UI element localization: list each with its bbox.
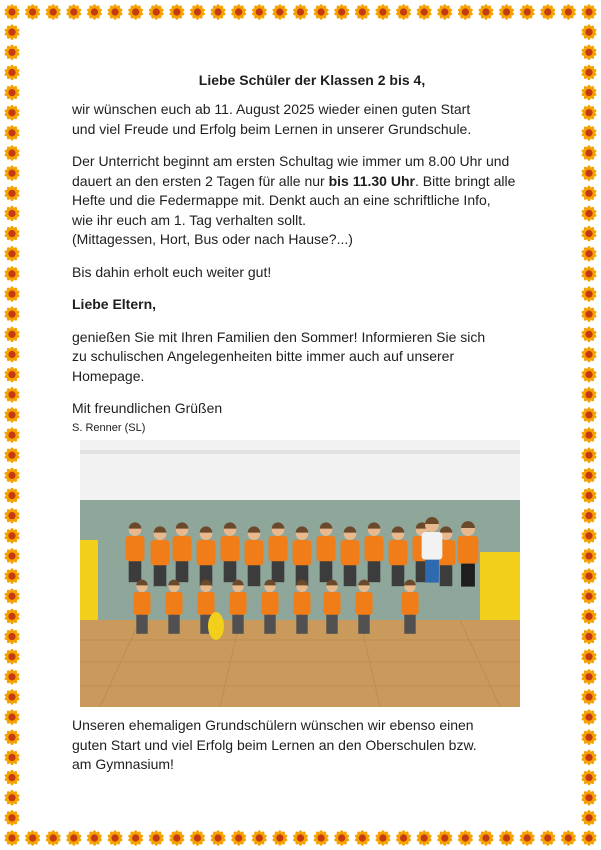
sunflower-icon [437, 4, 453, 20]
sunflower-icon [581, 830, 597, 846]
sunflower-icon [581, 689, 597, 705]
sunflower-icon [4, 387, 20, 403]
sunflower-icon [581, 669, 597, 685]
sunflower-icon [581, 145, 597, 161]
sunflower-icon [45, 830, 61, 846]
sunflower-icon [581, 790, 597, 806]
sunflower-icon [581, 427, 597, 443]
sunflower-icon [4, 568, 20, 584]
sunflower-icon [45, 4, 61, 20]
sunflower-icon [581, 588, 597, 604]
sunflower-icon [581, 44, 597, 60]
sunflower-icon [272, 830, 288, 846]
sunflower-icon [581, 729, 597, 745]
sunflower-icon [25, 4, 41, 20]
sunflower-icon [581, 24, 597, 40]
parents-line: genießen Sie mit Ihren Familien den Sommer! Informieren Sie sich [72, 328, 486, 345]
sunflower-icon [4, 165, 20, 181]
sunflower-icon [4, 246, 20, 262]
sunflower-icon [4, 689, 20, 705]
sunflower-icon [375, 4, 391, 20]
sunflower-icon [581, 407, 597, 423]
sunflower-icon [4, 407, 20, 423]
sunflower-icon [86, 830, 102, 846]
plush-toy [208, 612, 224, 640]
sunflower-icon [25, 830, 41, 846]
closing-line: Unseren ehemaligen Grundschülern wünschen wir ebenso einen [72, 717, 474, 733]
sunflower-icon [169, 830, 185, 846]
sunflower-icon [148, 830, 164, 846]
sunflower-icon [540, 830, 556, 846]
class-photo [80, 440, 520, 707]
sunflower-icon [313, 4, 329, 20]
sunflower-icon [4, 65, 20, 81]
sunflower-icon [457, 830, 473, 846]
sunflower-icon [581, 770, 597, 786]
heading-pupils: Liebe Schüler der Klassen 2 bis 4, [198, 72, 426, 88]
sunflower-icon [499, 830, 515, 846]
schedule-line: wie ihr euch am 1. Tag verhalten sollt. [72, 211, 306, 228]
sunflower-icon [375, 830, 391, 846]
sunflower-icon [478, 4, 494, 20]
sunflower-icon [354, 4, 370, 20]
sunflower-icon [581, 347, 597, 363]
sunflower-icon [581, 327, 597, 343]
sunflower-icon [4, 447, 20, 463]
sunflower-icon [581, 548, 597, 564]
sunflower-icon [4, 750, 20, 766]
sunflower-icon [251, 830, 267, 846]
sunflower-icon [107, 830, 123, 846]
sunflower-icon [4, 327, 20, 343]
sunflower-icon [581, 226, 597, 242]
sunflower-icon [4, 790, 20, 806]
sunflower-icon [581, 266, 597, 282]
sunflower-icon [581, 246, 597, 262]
sunflower-icon [396, 4, 412, 20]
sunflower-icon [86, 4, 102, 20]
sunflower-icon [4, 629, 20, 645]
sunflower-icon [292, 830, 308, 846]
sunflower-icon [519, 830, 535, 846]
schedule-text: . Bitte bringt alle [414, 172, 516, 189]
sunflower-icon [581, 629, 597, 645]
sunflower-icon [4, 347, 20, 363]
sunflower-icon [4, 266, 20, 282]
sunflower-icon [4, 609, 20, 625]
sunflower-icon [4, 226, 20, 242]
sunflower-icon [4, 468, 20, 484]
sunflower-icon [4, 588, 20, 604]
sunflower-icon [4, 770, 20, 786]
end-time-highlight: bis 11.30 Uhr [328, 172, 415, 189]
sunflower-icon [581, 508, 597, 524]
closing-line: am Gymnasium! [72, 756, 174, 772]
sunflower-icon [4, 709, 20, 725]
sunflower-icon [581, 105, 597, 121]
sunflower-icon [251, 4, 267, 20]
sunflower-icon [4, 186, 20, 202]
sunflower-icon [478, 830, 494, 846]
sunflower-icon [66, 4, 82, 20]
sunflower-icon [581, 810, 597, 826]
sunflower-icon [189, 4, 205, 20]
sunflower-icon [560, 4, 576, 20]
sunflower-icon [581, 447, 597, 463]
wish-line: Bis dahin erholt euch weiter gut! [72, 263, 272, 280]
sunflower-icon [581, 488, 597, 504]
sunflower-icon [581, 206, 597, 222]
letter-body [72, 72, 552, 436]
signature-name: S. Renner (SL) [72, 421, 146, 434]
parents-line: zu schulischen Angelegenheiten bitte immer auch auf unserer [72, 348, 455, 364]
sunflower-icon [581, 306, 597, 322]
sunflower-icon [107, 4, 123, 20]
schedule-line [72, 172, 552, 192]
sunflower-icon [581, 568, 597, 584]
sunflower-icon [4, 427, 20, 443]
sunflower-icon [210, 830, 226, 846]
sunflower-icon [4, 548, 20, 564]
sunflower-icon [581, 85, 597, 101]
sunflower-icon [581, 609, 597, 625]
sunflower-icon [4, 488, 20, 504]
heading-parents: Liebe Eltern, [72, 296, 157, 312]
sunflower-icon [396, 830, 412, 846]
sunflower-icon [581, 4, 597, 20]
sunflower-icon [128, 4, 144, 20]
sunflower-icon [4, 830, 20, 846]
sunflower-icon [457, 4, 473, 20]
sunflower-icon [4, 306, 20, 322]
sunflower-icon [231, 4, 247, 20]
sunflower-icon [4, 528, 20, 544]
sunflower-icon [231, 830, 247, 846]
sunflower-icon [4, 44, 20, 60]
sunflower-icon [4, 729, 20, 745]
greeting: Mit freundlichen Grüßen [72, 400, 223, 416]
sunflower-icon [4, 125, 20, 141]
sunflower-icon [519, 4, 535, 20]
sunflower-icon [169, 4, 185, 20]
sunflower-icon [148, 4, 164, 20]
sunflower-icon [581, 367, 597, 383]
schedule-line: (Mittagessen, Hort, Bus oder nach Hause?...) [72, 231, 353, 247]
sunflower-icon [560, 830, 576, 846]
sunflower-icon [272, 4, 288, 20]
intro-line: wir wünschen euch ab 11. August 2025 wieder einen guten Start [72, 101, 471, 117]
sunflower-icon [4, 367, 20, 383]
sunflower-icon [416, 4, 432, 20]
sunflower-icon [292, 4, 308, 20]
sunflower-icon [313, 830, 329, 846]
sunflower-icon [4, 24, 20, 40]
schedule-line: Der Unterricht beginnt am ersten Schultag wie immer um 8.00 Uhr und [72, 153, 510, 169]
sunflower-icon [4, 4, 20, 20]
sunflower-icon [4, 206, 20, 222]
sunflower-icon [499, 4, 515, 20]
sunflower-icon [416, 830, 432, 846]
sunflower-icon [4, 145, 20, 161]
parents-line: Homepage. [72, 367, 145, 384]
sunflower-icon [128, 830, 144, 846]
sunflower-icon [189, 830, 205, 846]
sunflower-icon [581, 125, 597, 141]
sunflower-icon [540, 4, 556, 20]
sunflower-icon [581, 286, 597, 302]
sunflower-icon [66, 830, 82, 846]
sunflower-icon [581, 649, 597, 665]
intro-line: und viel Freude und Erfolg beim Lernen in unserer Grundschule. [72, 120, 472, 137]
sunflower-icon [581, 528, 597, 544]
sunflower-icon [4, 286, 20, 302]
sunflower-icon [334, 830, 350, 846]
sunflower-icon [334, 4, 350, 20]
sunflower-icon [4, 85, 20, 101]
schedule-text: dauert an den ersten 2 Tagen für alle nur [72, 172, 329, 189]
sunflower-icon [581, 468, 597, 484]
sunflower-icon [210, 4, 226, 20]
sunflower-icon [4, 508, 20, 524]
sunflower-icon [581, 709, 597, 725]
sunflower-icon [581, 165, 597, 181]
sunflower-icon [581, 387, 597, 403]
sunflower-icon [581, 186, 597, 202]
closing-line: guten Start und viel Erfolg beim Lernen an den Oberschulen bzw. [72, 736, 477, 753]
sunflower-icon [437, 830, 453, 846]
schedule-line: Hefte und die Federmappe mit. Denkt auch an eine schriftliche Info, [72, 192, 491, 208]
sunflower-icon [4, 669, 20, 685]
sunflower-icon [354, 830, 370, 846]
sunflower-icon [4, 105, 20, 121]
sunflower-icon [581, 750, 597, 766]
sunflower-icon [4, 810, 20, 826]
closing-paragraph [72, 716, 552, 775]
sunflower-icon [581, 65, 597, 81]
sunflower-icon [4, 649, 20, 665]
